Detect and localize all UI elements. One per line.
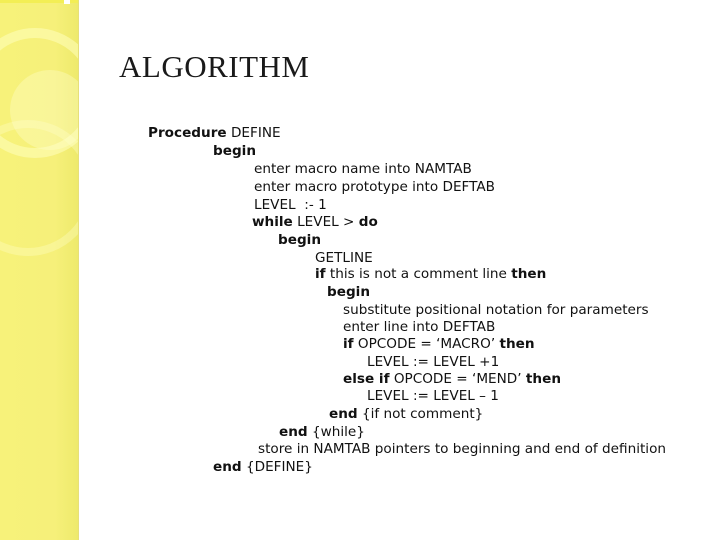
code-text: LEVEL > (292, 214, 359, 230)
keyword: do (358, 214, 378, 230)
code-line-procedure (148, 125, 281, 142)
code-line (258, 441, 666, 458)
code-line (343, 319, 495, 336)
code-line (343, 302, 649, 319)
code-line (254, 197, 327, 214)
keyword: end (213, 459, 242, 475)
code-line-if (315, 266, 546, 283)
code-line (315, 250, 373, 267)
code-line-begin (213, 143, 256, 160)
code-text: enter macro name into NAMTAB (254, 161, 472, 177)
code-text: LEVEL :- 1 (254, 197, 327, 213)
code-line-else-if (343, 371, 561, 388)
keyword: begin (213, 143, 257, 159)
code-text: {DEFINE} (241, 459, 313, 475)
code-text: substitute positional notation for parameters (343, 302, 649, 318)
code-line-begin (327, 284, 370, 301)
code-text: {if not comment} (357, 406, 484, 422)
code-line (254, 179, 495, 196)
code-text: store in NAMTAB pointers to beginning and end of definition (258, 441, 667, 457)
code-text: LEVEL := LEVEL – 1 (367, 388, 499, 404)
code-line-end (213, 459, 313, 476)
keyword: Procedure (148, 125, 227, 141)
keyword: begin (327, 284, 371, 300)
side-band-edge (78, 0, 79, 540)
keyword: then (525, 371, 561, 387)
slide-title: ALGORITHM (119, 49, 310, 84)
keyword: if (343, 336, 354, 352)
keyword: then (499, 336, 535, 352)
code-text: DEFINE (226, 125, 281, 141)
keyword: then (511, 266, 547, 282)
code-text: LEVEL := LEVEL +1 (367, 354, 500, 370)
code-line-while (252, 214, 378, 231)
side-band-tick (64, 0, 70, 4)
code-line-end (279, 424, 365, 441)
code-text: enter macro prototype into DEFTAB (254, 179, 495, 195)
keyword: else if (343, 371, 390, 387)
code-text: OPCODE = ‘MACRO’ (353, 336, 500, 352)
code-line-begin (278, 232, 321, 249)
keyword: while (252, 214, 293, 230)
decorative-side-band (0, 0, 78, 540)
code-text: OPCODE = ‘MEND’ (389, 371, 526, 387)
code-line (254, 161, 472, 178)
code-line-end (329, 406, 483, 423)
keyword: begin (278, 232, 322, 248)
code-text: this is not a comment line (325, 266, 512, 282)
code-line-if (343, 336, 535, 353)
keyword: if (315, 266, 326, 282)
code-line (367, 354, 499, 371)
keyword: end (329, 406, 358, 422)
code-text: GETLINE (315, 250, 373, 266)
code-line (367, 388, 499, 405)
code-text: {while} (307, 424, 365, 440)
keyword: end (279, 424, 308, 440)
code-text: enter line into DEFTAB (343, 319, 496, 335)
